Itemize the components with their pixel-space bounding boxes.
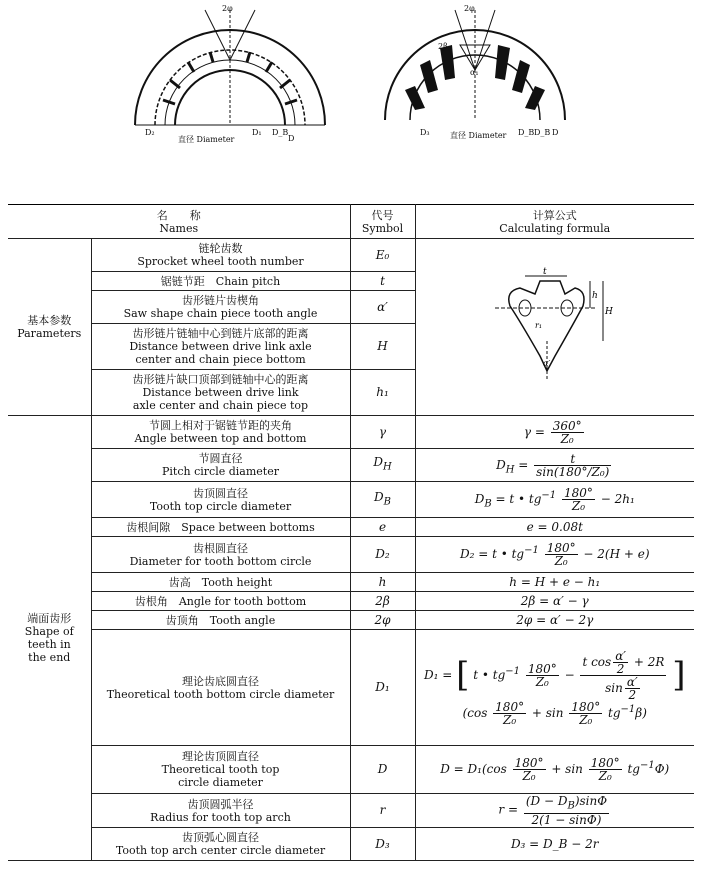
- row-symbol: 2φ: [350, 611, 415, 630]
- row-name: 节圆上相对于锯链节距的夹角 Angle between top and bottom: [91, 416, 350, 449]
- row-symbol: 2β: [350, 592, 415, 611]
- header-formula: 计算公式 Calculating formula: [415, 205, 694, 239]
- row-name: 齿根圆直径 Diameter for tooth bottom circle: [91, 537, 350, 573]
- row-symbol: h₁: [350, 370, 415, 416]
- group-basic: 基本参数 Parameters: [8, 239, 91, 416]
- diameter-label-right: 直径 Diameter: [450, 131, 507, 140]
- sprocket-diagram-right: [380, 0, 580, 150]
- link-H-label: H: [604, 306, 613, 317]
- sprocket-diagram-left: [130, 0, 330, 150]
- row-symbol: e: [350, 518, 415, 537]
- formula-r: r = $\frac{(D - D_B)\sin\Phi}{2(1 - \sin\Phi)}$: [415, 794, 694, 828]
- d3-label: D₃: [420, 128, 430, 137]
- row-name: 齿顶圆弧半径 Radius for tooth top arch: [91, 794, 350, 828]
- row-name: 齿形链片齿楔角 Saw shape chain piece tooth angle: [91, 291, 350, 324]
- row-name: 齿顶圆直径 Tooth top circle diameter: [91, 482, 350, 518]
- row-symbol: r: [350, 794, 415, 828]
- formula-db: $D_B = t$ • $tg^{-1}$ $\frac{180^\circ}{\text{Z₀}}$ − 2h₁: [415, 482, 694, 518]
- row-symbol: γ: [350, 416, 415, 449]
- row-symbol: D: [350, 746, 415, 794]
- table-header: [8, 205, 694, 239]
- db-label: D_B: [272, 128, 289, 137]
- formula-h: h = H + e − h₁: [415, 573, 694, 592]
- formula-d1: D₁ = [ t • $tg^{-1}$ $\frac{180^\circ}{\text{Z₀}}$ − t cos $\frac{\alpha'}{2}$ + 2R sin $\frac{\alpha'}{2}$ ] (cos $\frac{180^\circ}{\text{Z₀}}$ + sin $\frac{180^\circ}{\text{Z₀}}$ $tg^{-1}\beta$): [415, 630, 694, 746]
- table-row: [8, 416, 694, 449]
- d2-label: D₂: [145, 128, 155, 137]
- d1-label: D₁: [252, 128, 262, 137]
- row-symbol: h: [350, 573, 415, 592]
- row-name: 齿形链片缺口顶部到链轴中心的距离 Distance between drive link axle center and chain piece top: [91, 370, 350, 416]
- db-label-right: D_B: [518, 128, 535, 137]
- db2-label-right: D_B: [534, 128, 551, 137]
- link-t-label: t: [542, 266, 547, 277]
- row-name: 齿顶弧心圆直径 Tooth top arch center circle diameter: [91, 828, 350, 861]
- table-row: [8, 518, 694, 537]
- row-name: 节圆直径 Pitch circle diameter: [91, 449, 350, 482]
- formula-gamma: γ = $\frac{360^\circ}{\text{Z₀}}$: [415, 416, 694, 449]
- formula-table: [8, 204, 694, 861]
- header-symbol: 代号 Symbol: [350, 205, 415, 239]
- row-name: 链轮齿数 Sprocket wheel tooth number: [91, 239, 350, 272]
- formula-e: e = 0.08t: [415, 518, 694, 537]
- row-name: 齿根间隙 Space between bottoms: [91, 518, 350, 537]
- table-row: [8, 794, 694, 828]
- link-figure-cell: [415, 239, 694, 416]
- group-end-shape: 端面齿形 Shape of teeth in the end: [8, 416, 91, 861]
- angle2-label: 2β: [438, 42, 448, 51]
- table-row: [8, 573, 694, 592]
- table-row: [8, 746, 694, 794]
- link-alpha-label: α′: [542, 358, 550, 368]
- row-symbol: D₂: [350, 537, 415, 573]
- table-row: [8, 449, 694, 482]
- row-symbol: $D_H$: [350, 449, 415, 482]
- row-name: 齿顶角 Tooth angle: [91, 611, 350, 630]
- formula-d3: D₃ = D_B − 2r: [415, 828, 694, 861]
- row-symbol: D₃: [350, 828, 415, 861]
- d-label-right: D: [552, 128, 559, 137]
- header-names: 名 称 Names: [8, 205, 350, 239]
- link-r1-label: r₁: [534, 320, 542, 330]
- formula-d2: D₂ = t • $tg^{-1}$ $\frac{180^\circ}{\text{Z₀}}$ − 2(H + e): [415, 537, 694, 573]
- row-name: 理论齿底圆直径 Theoretical tooth bottom circle diameter: [91, 630, 350, 746]
- row-symbol: t: [350, 272, 415, 291]
- diameter-label: 直径 Diameter: [178, 135, 235, 144]
- row-name: 齿根角 Angle for tooth bottom: [91, 592, 350, 611]
- row-name: 齿高 Tooth height: [91, 573, 350, 592]
- link-h-label: h: [591, 290, 598, 301]
- d-label: D: [288, 134, 295, 143]
- table-row: [8, 482, 694, 518]
- table-row: [8, 611, 694, 630]
- formula-dh: $D_H$ = $\frac{t}{\text{sin(180°/Z₀)}}$: [415, 449, 694, 482]
- angle-label: 2φ: [222, 4, 233, 13]
- row-symbol: E₀: [350, 239, 415, 272]
- table-row: [8, 537, 694, 573]
- row-name: 锯链节距 Chain pitch: [91, 272, 350, 291]
- row-name: 齿形链片链轴中心到链片底部的距离 Distance between drive link axle center and chain piece bottom: [91, 324, 350, 370]
- formula-2phi: 2φ = α′ − 2γ: [415, 611, 694, 630]
- drive-link-diagram: [495, 266, 615, 386]
- formula-2beta: 2β = α′ − γ: [415, 592, 694, 611]
- formula-d: D = D₁(cos $\frac{180^\circ}{\text{Z₀}}$ + sin $\frac{180^\circ}{\text{Z₀}}$ $tg^{-1}\Phi$): [415, 746, 694, 794]
- table-row: [8, 630, 694, 746]
- angle-label-right: 2φ: [464, 4, 475, 13]
- row-name: 理论齿顶圆直径 Theoretical tooth top circle diameter: [91, 746, 350, 794]
- row-symbol: H: [350, 324, 415, 370]
- row-symbol: D₁: [350, 630, 415, 746]
- alpha1-label: α₁: [470, 68, 479, 77]
- table-row: [8, 828, 694, 861]
- row-symbol: $D_B$: [350, 482, 415, 518]
- row-symbol: α′: [350, 291, 415, 324]
- table-row: [8, 239, 694, 272]
- table-row: [8, 592, 694, 611]
